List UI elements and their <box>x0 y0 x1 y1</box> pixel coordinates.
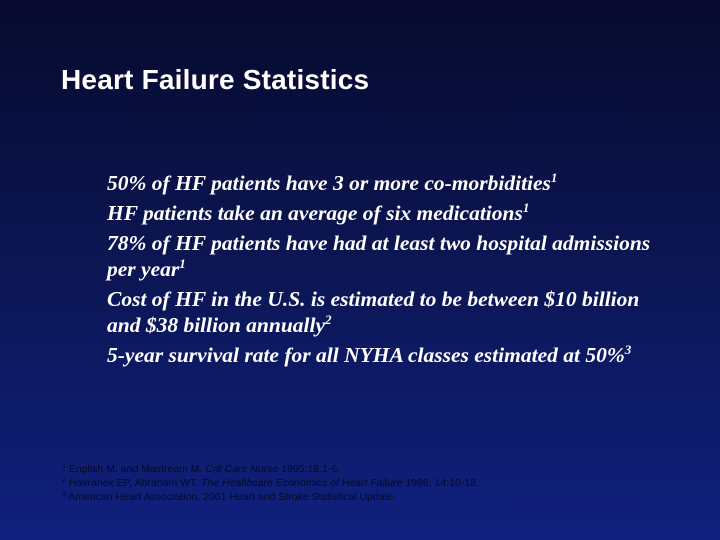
bullet-item <box>107 200 667 226</box>
bullet-text: Cost of HF in the U.S. is estimated to be between $10 billion and $38 billion annually <box>107 287 640 337</box>
footnote-number: 1 <box>62 463 66 470</box>
footnote-journal: Crit Care Nurse <box>205 463 279 475</box>
footnotes <box>62 462 682 504</box>
bullet-list <box>107 170 667 372</box>
footnote <box>62 490 682 504</box>
footnote-number: 3 <box>62 491 66 498</box>
bullet-text: 5-year survival rate for all NYHA classes estimated at 50% <box>107 343 625 367</box>
bullet-ref: 1 <box>179 256 186 271</box>
footnote-citation: 1998; 14:10-18. <box>402 477 479 489</box>
slide-title: Heart Failure Statistics <box>61 64 370 95</box>
footnote-number: 2 <box>62 477 66 484</box>
bullet-item <box>107 230 667 282</box>
footnote-citation: 1995;18:1-6. <box>278 463 341 475</box>
bullet-item <box>107 342 667 368</box>
bullet-ref: 1 <box>550 170 558 185</box>
bullet-ref: 1 <box>522 200 530 215</box>
bullet-ref: 3 <box>624 342 632 357</box>
footnote <box>62 462 682 476</box>
footnote <box>62 476 682 490</box>
bullet-text: 78% of HF patients have had at least two hospital admissions per year <box>107 231 651 281</box>
bullet-item <box>107 170 667 196</box>
bullet-ref: 2 <box>325 312 332 327</box>
footnote-journal: The Healthcare Economics of Heart Failure <box>201 477 403 489</box>
bullet-text: 50% of HF patients have 3 or more co-morbidities <box>107 171 551 195</box>
footnote-text: American Heart Association, 2001 Heart and Stroke Statistical Update. <box>68 491 397 503</box>
footnote-text: Havranek EP, Abraham WT. <box>68 477 202 489</box>
footnote-text: English M. and Mastream M. <box>68 463 206 475</box>
bullet-item <box>107 286 667 338</box>
bullet-text: HF patients take an average of six medications <box>107 201 523 225</box>
